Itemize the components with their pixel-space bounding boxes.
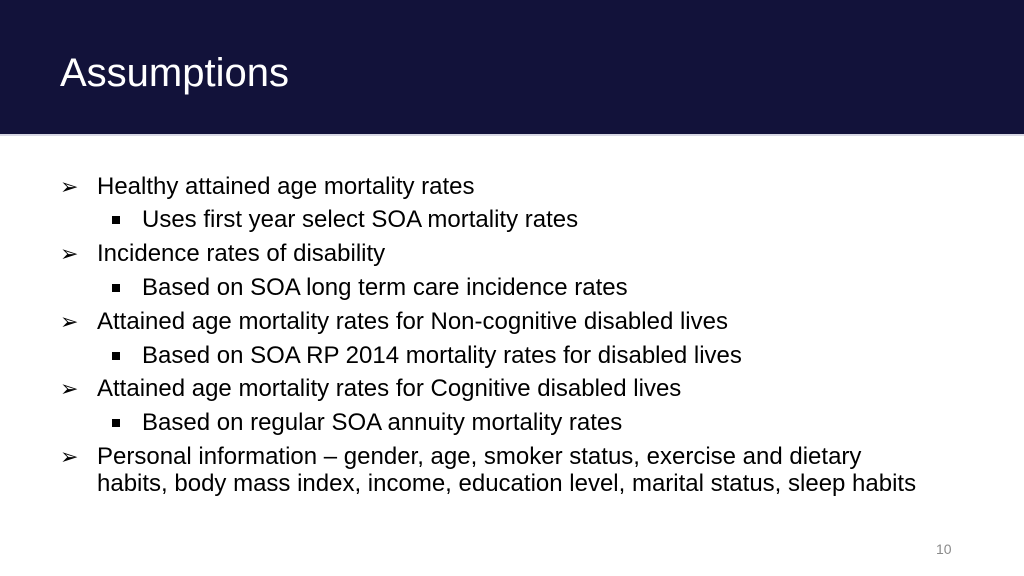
- square-bullet-icon: [112, 352, 120, 360]
- square-bullet-icon: [112, 284, 120, 292]
- bullet-text: Attained age mortality rates for Cognitive disabled lives: [97, 375, 682, 402]
- square-bullet-icon: [112, 216, 120, 224]
- bullet-text: Incidence rates of disability: [97, 240, 386, 267]
- square-bullet-icon: [112, 419, 120, 427]
- arrow-bullet-icon: ➢: [60, 241, 79, 266]
- arrow-bullet-icon: ➢: [60, 444, 79, 469]
- sub-bullet-text: Based on SOA RP 2014 mortality rates for disabled lives: [142, 342, 742, 369]
- page-number: 10: [936, 541, 952, 557]
- bullet-text: Personal information – gender, age, smoker status, exercise and dietary habits, body mass index, income, education level, marital status, sleep habits: [97, 443, 917, 497]
- sub-bullet-text: Uses first year select SOA mortality rates: [142, 206, 579, 233]
- bullet-text: Healthy attained age mortality rates: [97, 173, 475, 200]
- bullet-text: Attained age mortality rates for Non-cognitive disabled lives: [97, 308, 728, 335]
- title-bar: [0, 0, 1024, 136]
- sub-bullet-text: Based on SOA long term care incidence rates: [142, 274, 628, 301]
- slide-title: Assumptions: [60, 51, 289, 95]
- sub-bullet-text: Based on regular SOA annuity mortality rates: [142, 409, 623, 436]
- arrow-bullet-icon: ➢: [60, 309, 79, 334]
- arrow-bullet-icon: ➢: [60, 376, 79, 401]
- arrow-bullet-icon: ➢: [60, 174, 79, 199]
